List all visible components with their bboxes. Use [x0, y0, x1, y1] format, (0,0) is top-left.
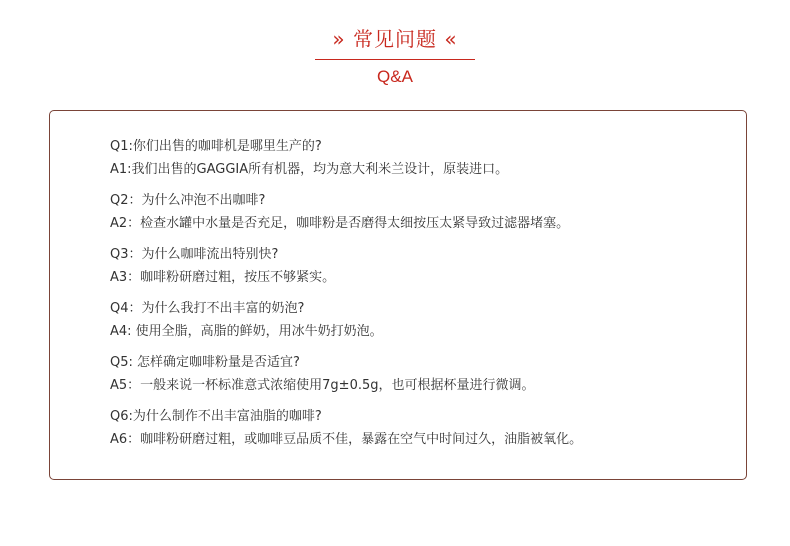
- faq-panel: [49, 110, 747, 480]
- faq-question: Q3：为什么咖啡流出特别快?: [110, 247, 279, 262]
- faq-question: Q6:为什么制作不出丰富油脂的咖啡?: [110, 409, 322, 424]
- faq-item-1: [110, 135, 582, 181]
- faq-item-5: [110, 351, 582, 397]
- faq-question: Q2：为什么冲泡不出咖啡?: [110, 193, 266, 208]
- faq-item-2: [110, 189, 582, 235]
- section-subtitle: Q&A: [377, 67, 413, 86]
- faq-answer: A4: 使用全脂，高脂的鲜奶，用冰牛奶打奶泡。: [110, 324, 383, 339]
- faq-question: Q4：为什么我打不出丰富的奶泡?: [110, 301, 305, 316]
- faq-item-3: [110, 243, 582, 289]
- faq-item-4: [110, 297, 582, 343]
- faq-question: Q1:你们出售的咖啡机是哪里生产的?: [110, 139, 322, 154]
- faq-list: [110, 135, 582, 459]
- faq-answer: A3：咖啡粉研磨过粗，按压不够紧实。: [110, 270, 336, 285]
- faq-question: Q5: 怎样确定咖啡粉量是否适宜?: [110, 355, 300, 370]
- faq-answer: A6：咖啡粉研磨过粗，或咖啡豆品质不佳，暴露在空气中时间过久，油脂被氧化。: [110, 432, 583, 447]
- faq-item-6: [110, 405, 582, 451]
- title-underline: [315, 59, 475, 60]
- section-title: » 常见问题 «: [332, 27, 458, 51]
- faq-answer: A5：一般来说一杯标准意式浓缩使用7g±0.5g，也可根据杯量进行微调。: [110, 378, 535, 393]
- faq-answer: A2：检查水罐中水量是否充足，咖啡粉是否磨得太细按压太紧导致过滤器堵塞。: [110, 216, 570, 231]
- faq-answer: A1:我们出售的GAGGIA所有机器，均为意大利米兰设计，原装进口。: [110, 162, 509, 177]
